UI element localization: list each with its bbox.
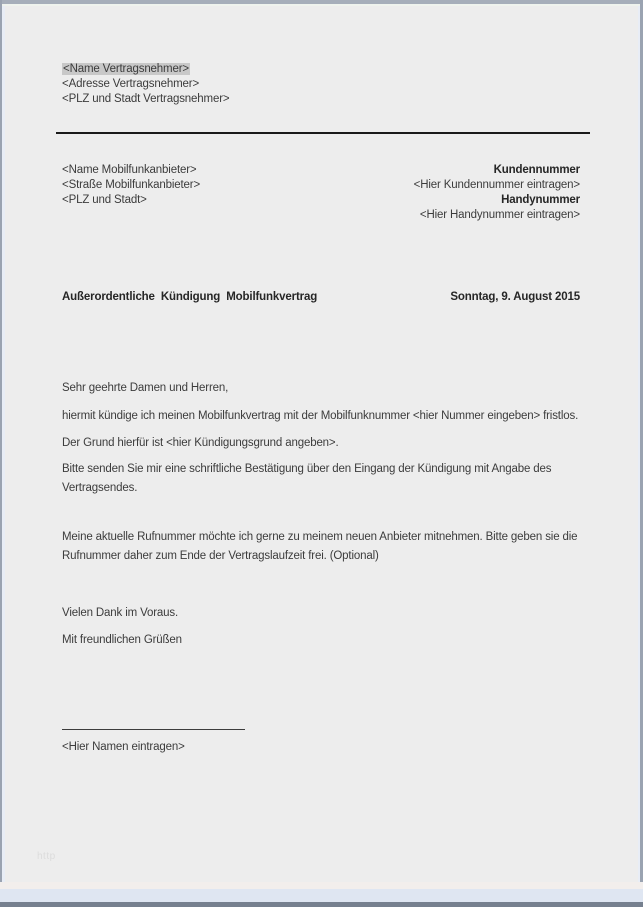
window-frame-top-inset — [0, 4, 643, 6]
paragraph-confirmation: Bitte senden Sie mir eine schriftliche Bestätigung über den Eingang der Kündigung mit Angabe des Vertragsendes. — [62, 463, 552, 494]
paragraph-porting: Meine aktuelle Rufnummer möchte ich gerne zu meinem neuen Anbieter mitnehmen. Bitte geben sie die Rufnummer daher zum Ende der Vertragslaufzeit frei. (Optional) — [62, 531, 578, 562]
customer-number-placeholder: <Hier Kundennummer eintragen> — [413, 179, 580, 191]
sender-city-placeholder: <PLZ und Stadt Vertragsnehmer> — [62, 93, 230, 105]
sender-name-placeholder — [62, 62, 229, 77]
phone-number-label: Handynummer — [501, 194, 580, 206]
recipient-address-block — [62, 163, 200, 208]
reference-block — [414, 163, 580, 223]
signature-line — [62, 729, 245, 730]
highlighted-placeholder: <Name Vertragsnehmer> — [63, 63, 189, 75]
watermark-text: http — [37, 851, 56, 862]
window-frame-left-inset — [2, 6, 5, 907]
recipient-street-placeholder: <Straße Mobilfunkanbieter> — [62, 179, 201, 191]
paragraph-termination: hiermit kündige ich meinen Mobilfunkvertrag mit der Mobilfunknummer <hier Nummer eingeben> fristlos. — [62, 410, 579, 422]
date-line: Sonntag, 9. August 2015 — [450, 291, 580, 303]
sender-address-block — [62, 62, 229, 107]
paragraph-reason: Der Grund hierfür ist <hier Kündigungsgrund angeben>. — [62, 437, 339, 449]
window-frame-bottom-edge — [0, 902, 643, 907]
customer-number-label: Kundennummer — [493, 164, 580, 176]
subject-line: Außerordentliche Kündigung Mobilfunkvertrag — [62, 291, 318, 303]
salutation: Sehr geehrte Damen und Herren, — [62, 382, 229, 394]
recipient-name-placeholder: <Name Mobilfunkanbieter> — [62, 164, 197, 176]
header-divider-line — [56, 132, 590, 134]
signature-name-placeholder: <Hier Namen eintragen> — [62, 741, 185, 753]
recipient-city-placeholder: <PLZ und Stadt> — [62, 194, 147, 206]
phone-number-placeholder: <Hier Handynummer eintragen> — [419, 209, 580, 221]
closing-phrase: Mit freundlichen Grüßen — [62, 634, 182, 646]
sender-street-placeholder: <Adresse Vertragsnehmer> — [62, 78, 200, 90]
window-frame-right-inset — [638, 6, 640, 907]
paragraph-thanks: Vielen Dank im Voraus. — [62, 607, 179, 619]
window-frame-bottom-strip-light — [0, 882, 643, 889]
subject-date-row — [62, 290, 580, 305]
window-frame-bottom-strip-blue — [0, 889, 643, 902]
